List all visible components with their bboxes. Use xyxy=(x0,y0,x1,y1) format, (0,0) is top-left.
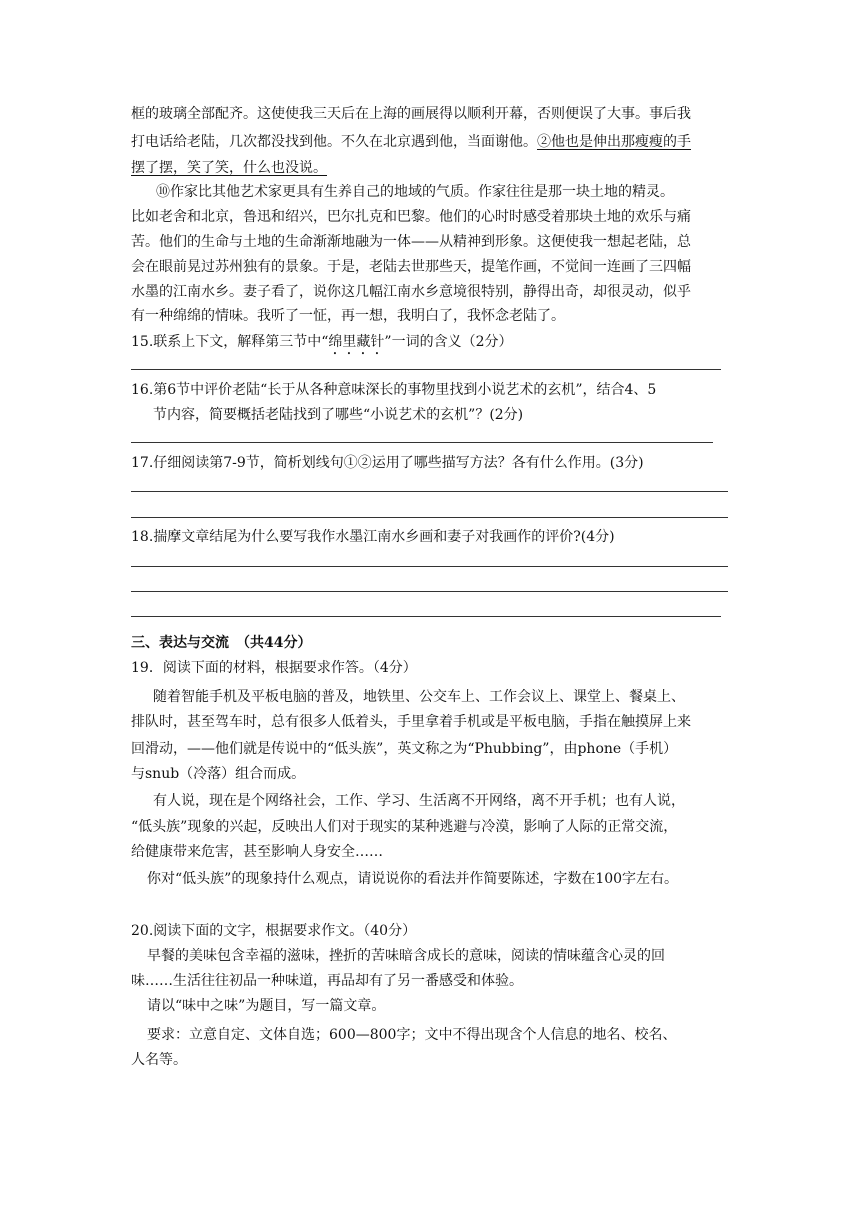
answer-line xyxy=(131,566,728,567)
essay-material: 早餐的美味包含幸福的滋味，挫折的苦味暗含成长的意味，阅读的情味蕴含心灵的回 xyxy=(147,948,665,964)
question-18: 18.揣摩文章结尾为什么要写我作水墨江南水乡画和妻子对我画作的评价?(4分) xyxy=(131,529,615,545)
answer-line xyxy=(131,517,728,518)
answer-line xyxy=(131,616,721,617)
material-line: 排队时，甚至驾车时，总有很多人低着头，手里拿着手机或是平板电脑，手指在触摸屏上来 xyxy=(131,714,691,730)
passage-line: 苦。他们的生命与土地的生命渐渐地融为一体——从精神到形象。这便使我一想起老陆，总 xyxy=(131,234,691,250)
essay-requirements-line: 人名等。 xyxy=(131,1052,187,1068)
material-line: 与snub（冷落）组合而成。 xyxy=(131,766,306,782)
material-line: “低头族”现象的兴起，反映出人们对于现实的某种逃避与冷漠，影响了人际的正常交流， xyxy=(131,819,678,835)
material-paragraph: 有人说，现在是个网络社会，工作、学习、生活离不开网络，离不开手机；也有人说， xyxy=(153,793,685,809)
essay-material-line: 味……生活往往初品一种味道，再品却有了另一番感受和体验。 xyxy=(131,973,523,989)
question-15-text: 15.联系上下文，解释第三节中“ xyxy=(131,334,329,350)
question-17: 17.仔细阅读第7-9节，简析划线句①②运用了哪些描写方法？各有什么作用。(3分) xyxy=(131,455,644,471)
material-paragraph: 随着智能手机及平板电脑的普及，地铁里、公交车上、工作会议上、课堂上、餐桌上、 xyxy=(153,689,685,705)
passage-line: 框的玻璃全部配齐。这使使我三天后在上海的画展得以顺利开幕，否则便误了大事。事后我 xyxy=(131,106,691,122)
passage-line: 会在眼前晃过苏州独有的景象。于是，老陆去世那些天，提笔作画，不觉间一连画了三四幅 xyxy=(131,259,691,275)
material-line: 回滑动，——他们就是传说中的“低头族”，英文称之为“Phubbing”，由phone（手机） xyxy=(131,741,678,757)
passage-line: 比如老舍和北京，鲁迅和绍兴，巴尔扎克和巴黎。他们的心时时感受着那块土地的欢乐与痛 xyxy=(131,209,691,225)
question-19: 19．阅读下面的材料，根据要求作答。（4分） xyxy=(131,660,417,676)
answer-line xyxy=(131,442,713,443)
dotted-term: 绵里藏针 xyxy=(328,334,385,350)
answer-line xyxy=(131,491,728,492)
question-16: 16.第6节中评价老陆“长于从各种意味深长的事物里找到小说艺术的玄机”，结合4、5 xyxy=(131,382,657,398)
question-16-cont: 节内容，简要概括老陆找到了哪些“小说艺术的玄机”？(2分) xyxy=(153,407,524,423)
essay-topic: 请以“味中之味”为题目，写一篇文章。 xyxy=(147,998,386,1014)
answer-line xyxy=(131,369,721,370)
passage-line: 有一种绵绵的情味。我听了一怔，再一想，我明白了，我怀念老陆了。 xyxy=(131,308,565,324)
underlined-sentence-2: ②他也是伸出那瘦瘦的手 xyxy=(537,134,691,150)
passage-paragraph-10: ⑩作家比其他艺术家更具有生养自己的地域的气质。作家往往是那一块土地的精灵。 xyxy=(156,184,674,200)
essay-requirements: 要求：立意自定、文体自选；600—800字；文中不得出现含个人信息的地名、校名、 xyxy=(147,1027,677,1043)
material-line: 给健康带来危害，甚至影响人身安全…… xyxy=(131,844,383,860)
question-15 xyxy=(131,334,513,358)
question-20: 20.阅读下面的文字，根据要求作文。（40分） xyxy=(131,923,417,939)
answer-line xyxy=(131,591,728,592)
passage-text: 打电话给老陆，几次都没找到他。不久在北京遇到他，当面谢他。 xyxy=(131,134,537,150)
section-heading: 三、表达与交流 （共44分） xyxy=(131,635,312,651)
passage-line xyxy=(131,134,691,151)
underlined-sentence-2-cont: 摆了摆，笑了笑，什么也没说。 xyxy=(131,160,327,176)
passage-line: 水墨的江南水乡。妻子看了，说你这几幅江南水乡意境很特别，静得出奇，却很灵动，似乎 xyxy=(131,284,691,300)
question-19-prompt: 你对“低头族”的现象持什么观点，请说说你的看法并作简要陈述，字数在100字左右。 xyxy=(147,871,679,887)
question-15-text-end: ”一词的含义（2分） xyxy=(384,334,513,350)
